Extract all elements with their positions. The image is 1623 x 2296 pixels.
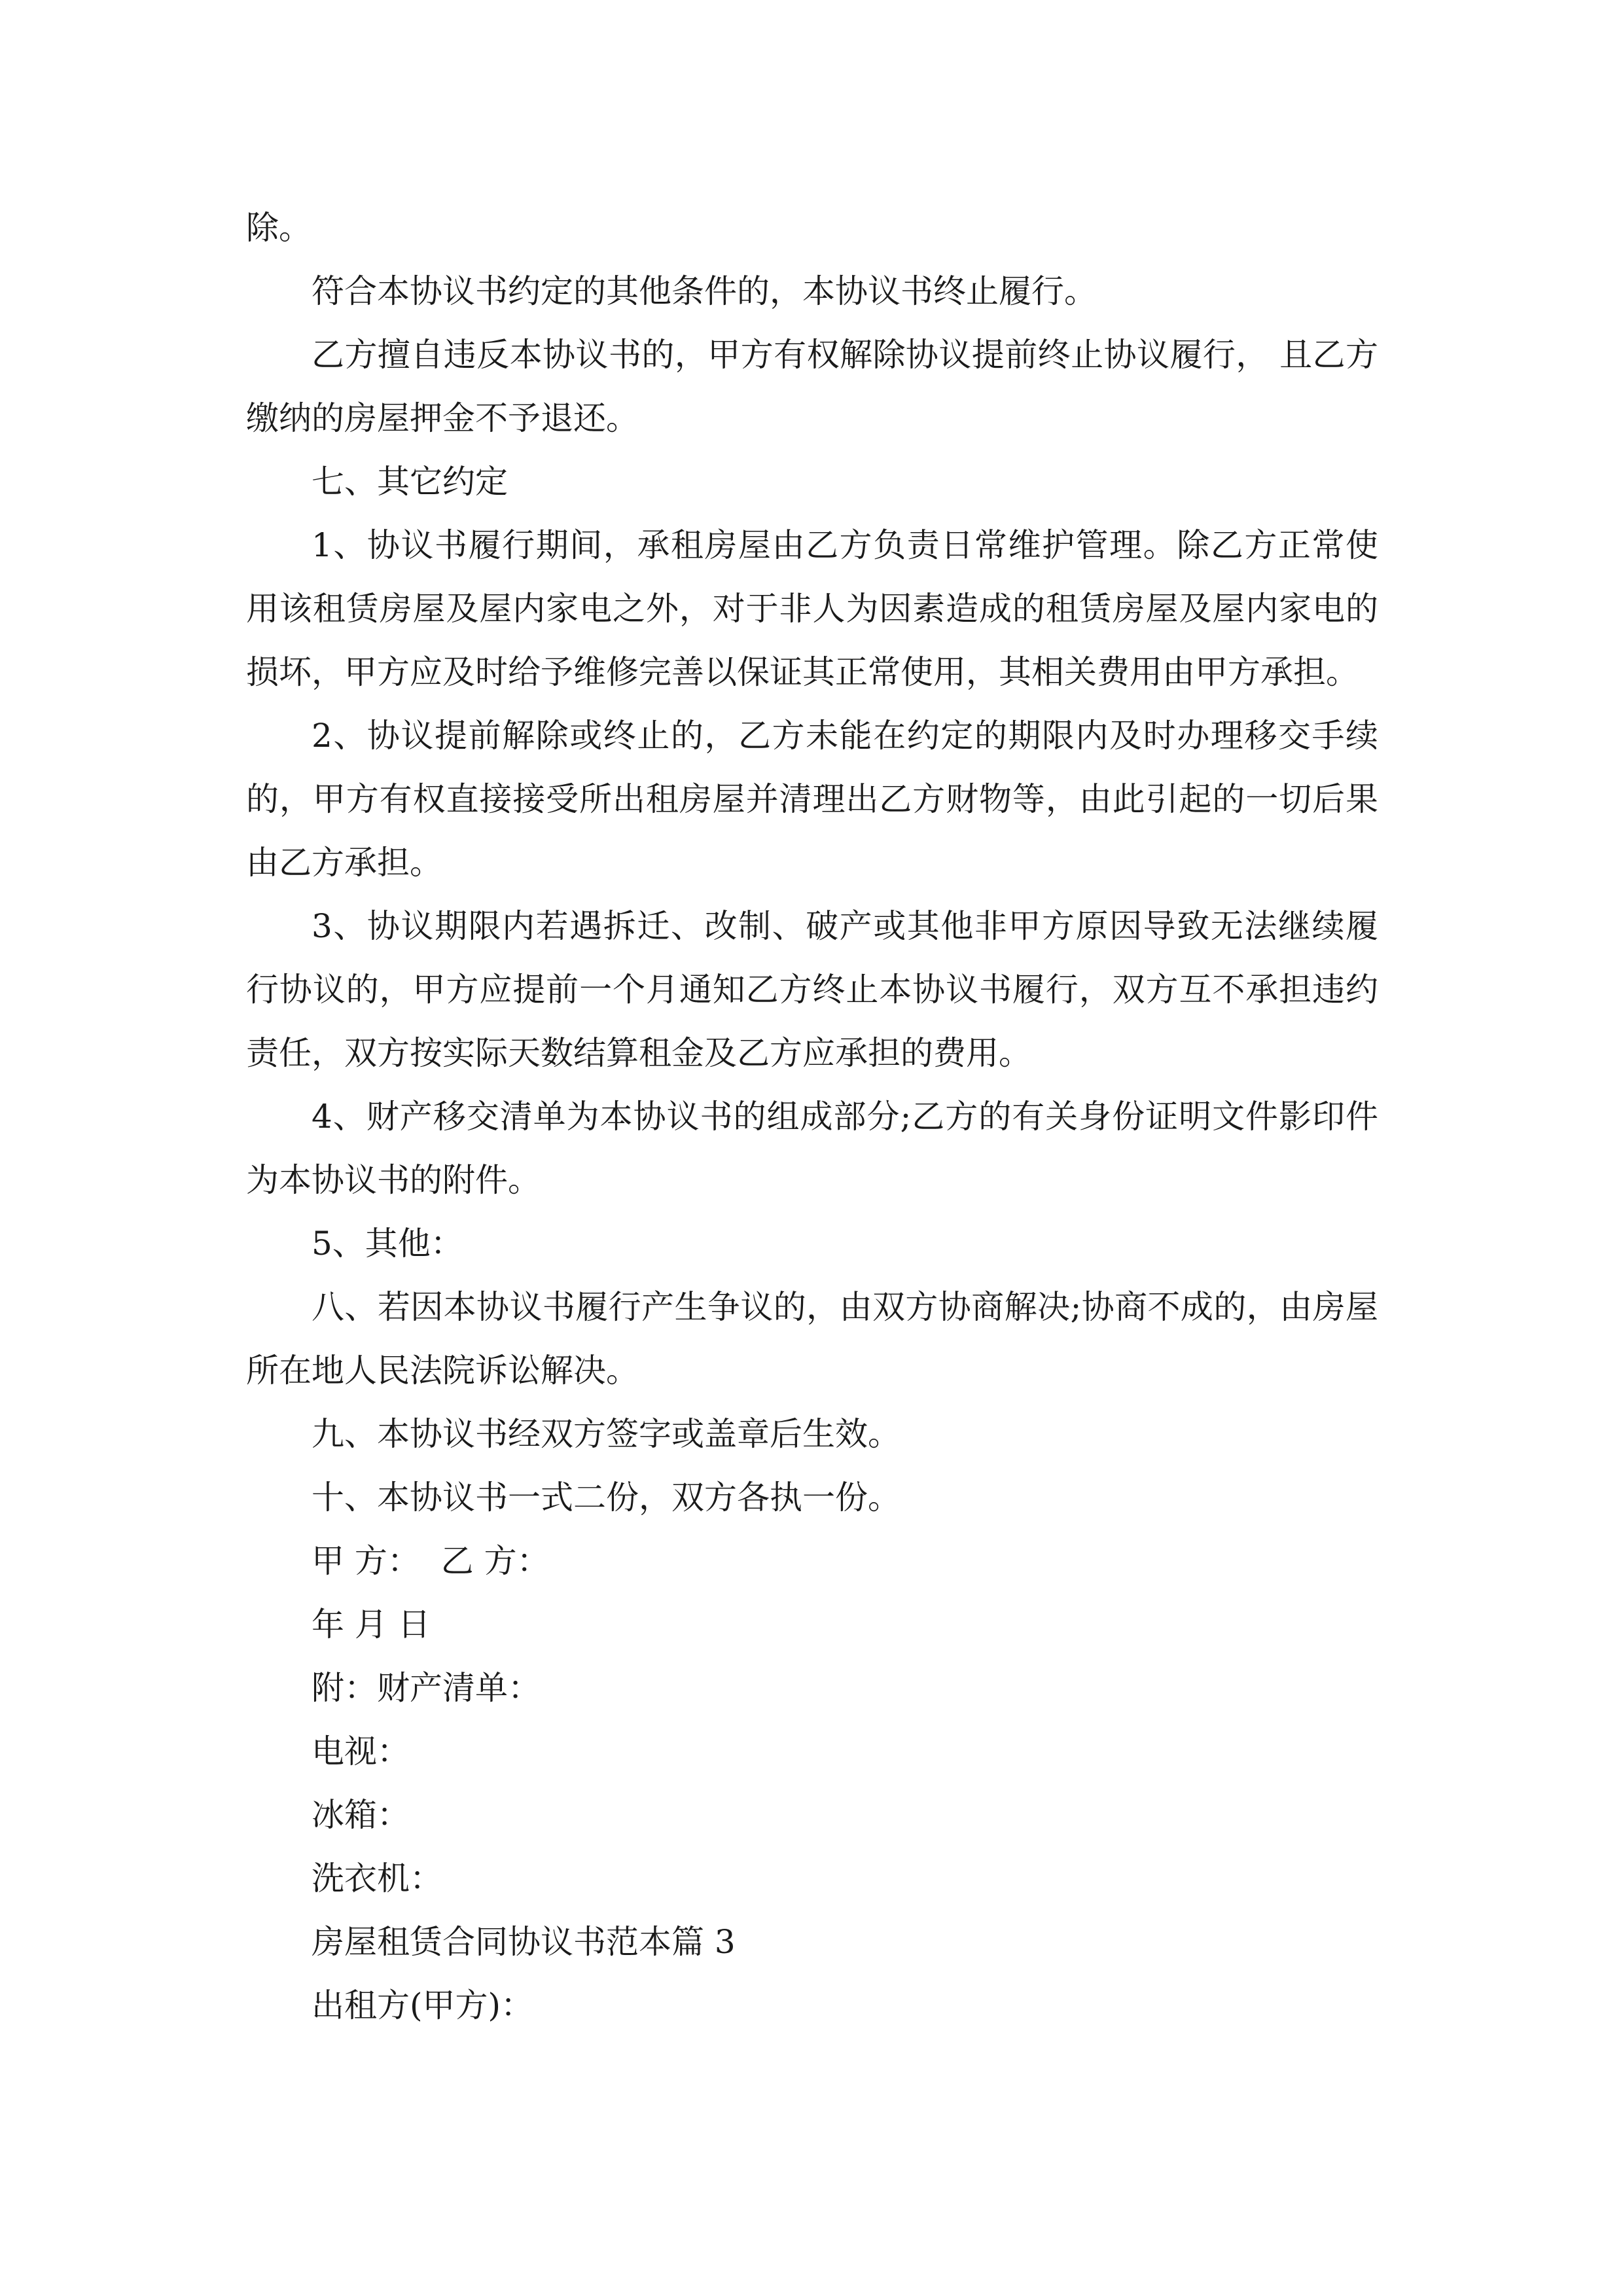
list-item-tv: 电视： [312,1732,410,1770]
attachment-title: 附：财产清单： [312,1669,541,1707]
paragraph-clause-5: 5、其他： [312,1225,463,1263]
signature-line: 甲 方： 乙 方： [312,1542,550,1580]
list-item-fridge: 冰箱： [312,1796,410,1834]
list-item-washer: 洗衣机： [312,1859,442,1897]
next-section-title: 房屋租赁合同协议书范本篇 3 [312,1923,736,1961]
date-line: 年 月 日 [312,1605,431,1643]
paragraph-clause-4: 4、财产移交清单为本协议书的组成部分;乙方的有关身份证明文件影印件为本协议书的附件。 [246,1098,1378,1199]
paragraph-section-10: 十、本协议书一式二份，双方各执一份。 [312,1479,901,1516]
document-body [246,196,1378,2037]
paragraph-breach-clause: 乙方擅自违反本协议书的，甲方有权解除协议提前终止协议履行， 且乙方缴纳的房屋押金不予退还。 [246,336,1378,437]
paragraph-section-8: 八、若因本协议书履行产生争议的，由双方协商解决;协商不成的，由房屋所在地人民法院诉讼解决。 [246,1288,1378,1390]
paragraph-clause-3: 3、协议期限内若遇拆迁、改制、破产或其他非甲方原因导致无法继续履行协议的，甲方应提前一个月通知乙方终止本协议书履行，双方互不承担违约责任，双方按实际天数结算租金及乙方应承担的费用。 [246,907,1378,1072]
paragraph-clause-2: 2、协议提前解除或终止的，乙方未能在约定的期限内及时办理移交手续的，甲方有权直接接受所出租房屋并清理出乙方财物等，由此引起的一切后果由乙方承担。 [246,717,1378,882]
paragraph-termination-conditions: 符合本协议书约定的其他条件的，本协议书终止履行。 [312,272,1097,310]
paragraph-continuation: 除。 [246,209,312,247]
paragraph-clause-1: 1、协议书履行期间，承租房屋由乙方负责日常维护管理。除乙方正常使用该租赁房屋及屋内家电之外，对于非人为因素造成的租赁房屋及屋内家电的损坏，甲方应及时给予维修完善以保证其正常使用，其相关费用由甲方承担。 [246,526,1378,691]
paragraph-section-9: 九、本协议书经双方签字或盖章后生效。 [312,1415,901,1453]
lessor-line: 出租方(甲方)： [312,1986,534,2024]
section-heading-other-terms: 七、其它约定 [312,463,508,501]
